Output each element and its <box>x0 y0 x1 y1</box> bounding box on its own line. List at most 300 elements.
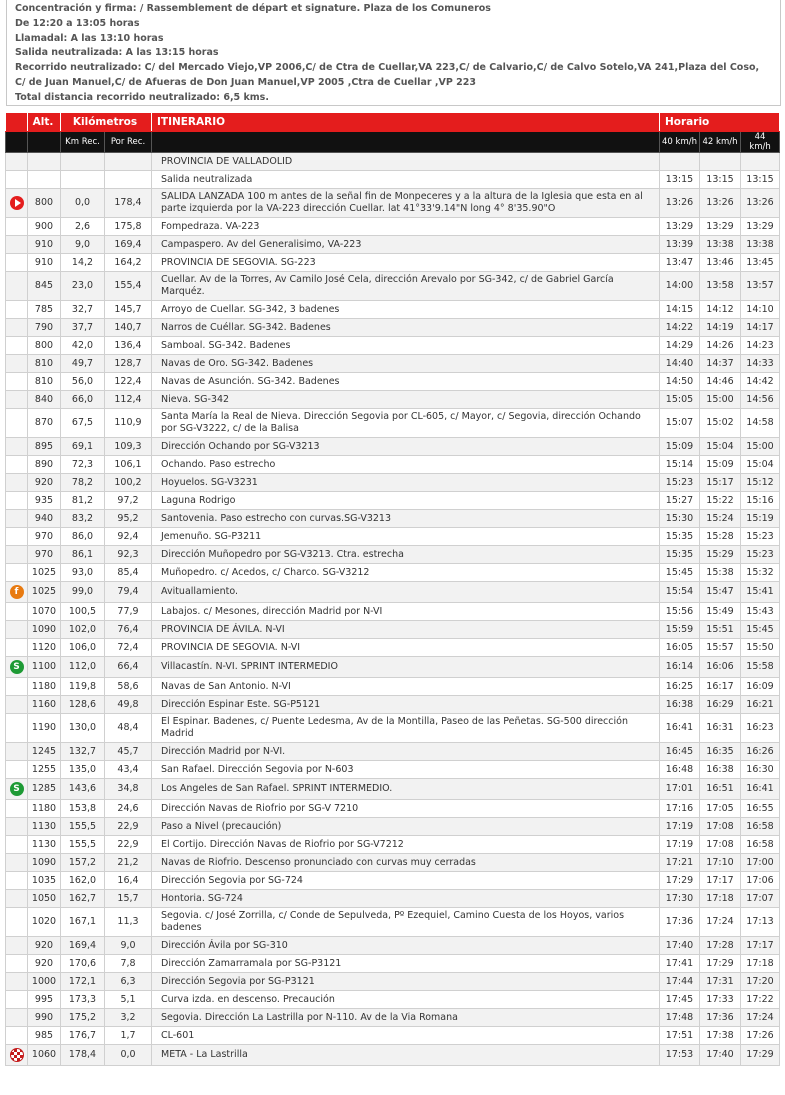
row-km-rec: 78,2 <box>61 474 105 492</box>
row-description: Paso a Nivel (precaución) <box>152 818 660 836</box>
table-row <box>6 1009 780 1027</box>
row-time-44: 14:42 <box>741 373 780 391</box>
row-km-rec: 23,0 <box>61 272 105 301</box>
row-por-rec: 34,8 <box>105 779 152 800</box>
row-time-42: 17:38 <box>700 1027 741 1045</box>
row-time-44: 17:26 <box>741 1027 780 1045</box>
row-km-rec: 2,6 <box>61 218 105 236</box>
row-time-42: 17:24 <box>700 908 741 937</box>
row-time-40: 17:01 <box>660 779 700 800</box>
row-por-rec: 11,3 <box>105 908 152 937</box>
row-time-40: 17:16 <box>660 800 700 818</box>
row-time-44: 17:07 <box>741 890 780 908</box>
row-altitude: 1090 <box>28 854 61 872</box>
row-icon <box>6 272 28 301</box>
row-km-rec: 155,5 <box>61 818 105 836</box>
row-icon <box>6 872 28 890</box>
table-row <box>6 872 780 890</box>
row-time-40: 13:29 <box>660 218 700 236</box>
row-altitude: 1000 <box>28 973 61 991</box>
row-icon <box>6 438 28 456</box>
table-row <box>6 890 780 908</box>
row-time-40: 15:14 <box>660 456 700 474</box>
row-time-42: 17:31 <box>700 973 741 991</box>
row-description: Jemenuño. SG-P3211 <box>152 528 660 546</box>
row-por-rec: 112,4 <box>105 391 152 409</box>
row-time-42: 15:04 <box>700 438 741 456</box>
row-description: Cuellar. Av de la Torres, Av Camilo José Cela, dirección Arevalo por SG-342, c/ de Gabriel García Marquéz. <box>152 272 660 301</box>
table-row <box>6 564 780 582</box>
row-por-rec: 22,9 <box>105 836 152 854</box>
row-km-rec: 0,0 <box>61 189 105 218</box>
row-time-42: 14:46 <box>700 373 741 391</box>
row-km-rec: 106,0 <box>61 639 105 657</box>
row-altitude: 970 <box>28 528 61 546</box>
row-time-44: 17:17 <box>741 937 780 955</box>
row-altitude: 1020 <box>28 908 61 937</box>
row-time-44: 13:38 <box>741 236 780 254</box>
row-time-44: 15:23 <box>741 528 780 546</box>
row-por-rec: 122,4 <box>105 373 152 391</box>
row-time-44 <box>741 153 780 171</box>
row-time-40: 17:21 <box>660 854 700 872</box>
row-km-rec: 99,0 <box>61 582 105 603</box>
row-time-42: 15:28 <box>700 528 741 546</box>
row-time-40: 16:41 <box>660 714 700 743</box>
row-description: Dirección Navas de Riofrio por SG-V 7210 <box>152 800 660 818</box>
row-km-rec <box>61 171 105 189</box>
row-icon <box>6 492 28 510</box>
row-km-rec: 128,6 <box>61 696 105 714</box>
row-km-rec: 175,2 <box>61 1009 105 1027</box>
row-por-rec <box>105 153 152 171</box>
header-kilometros: Kilómetros <box>61 113 152 132</box>
row-time-44: 17:00 <box>741 854 780 872</box>
sprint-icon: S <box>10 660 24 674</box>
row-altitude: 810 <box>28 355 61 373</box>
row-description: Villacastín. N-VI. SPRINT INTERMEDIO <box>152 657 660 678</box>
row-icon <box>6 696 28 714</box>
row-altitude: 1090 <box>28 621 61 639</box>
row-icon <box>6 153 28 171</box>
row-por-rec: 24,6 <box>105 800 152 818</box>
row-time-44: 14:17 <box>741 319 780 337</box>
row-altitude: 990 <box>28 1009 61 1027</box>
row-time-40: 17:19 <box>660 836 700 854</box>
row-time-44: 17:20 <box>741 973 780 991</box>
row-time-42: 16:06 <box>700 657 741 678</box>
table-row <box>6 818 780 836</box>
row-description: Arroyo de Cuellar. SG-342, 3 badenes <box>152 301 660 319</box>
row-description: Curva izda. en descenso. Precaución <box>152 991 660 1009</box>
row-km-rec: 170,6 <box>61 955 105 973</box>
row-km-rec: 9,0 <box>61 236 105 254</box>
row-time-44: 14:58 <box>741 409 780 438</box>
row-time-44: 15:50 <box>741 639 780 657</box>
row-por-rec: 43,4 <box>105 761 152 779</box>
row-description: Santovenia. Paso estrecho con curvas.SG-V3213 <box>152 510 660 528</box>
row-icon <box>6 991 28 1009</box>
row-por-rec: 77,9 <box>105 603 152 621</box>
row-time-42: 17:33 <box>700 991 741 1009</box>
row-time-42: 15:49 <box>700 603 741 621</box>
row-time-40: 16:05 <box>660 639 700 657</box>
row-por-rec: 164,2 <box>105 254 152 272</box>
row-time-40: 17:19 <box>660 818 700 836</box>
row-km-rec: 37,7 <box>61 319 105 337</box>
row-time-42: 16:51 <box>700 779 741 800</box>
row-time-42: 16:35 <box>700 743 741 761</box>
table-row <box>6 991 780 1009</box>
row-km-rec <box>61 153 105 171</box>
table-row <box>6 474 780 492</box>
row-por-rec: 21,2 <box>105 854 152 872</box>
row-time-42: 17:40 <box>700 1045 741 1066</box>
row-time-40: 14:40 <box>660 355 700 373</box>
row-por-rec: 15,7 <box>105 890 152 908</box>
row-icon <box>6 761 28 779</box>
row-time-44: 17:18 <box>741 955 780 973</box>
row-description: Narros de Cuéllar. SG-342. Badenes <box>152 319 660 337</box>
row-km-rec: 112,0 <box>61 657 105 678</box>
row-icon <box>6 189 28 218</box>
row-time-42: 15:09 <box>700 456 741 474</box>
row-km-rec: 93,0 <box>61 564 105 582</box>
row-por-rec: 66,4 <box>105 657 152 678</box>
row-time-44: 14:23 <box>741 337 780 355</box>
row-icon <box>6 171 28 189</box>
row-description: Hoyuelos. SG-V3231 <box>152 474 660 492</box>
row-description: SALIDA LANZADA 100 m antes de la señal fin de Monpeceres y a la altura de la Iglesia que esta en al parte izquierda por la VA-223 dirección Cuellar. lat 41°33'9.14"N long 4° 8'35.90"O <box>152 189 660 218</box>
row-km-rec: 130,0 <box>61 714 105 743</box>
row-icon <box>6 973 28 991</box>
row-icon <box>6 621 28 639</box>
row-km-rec: 83,2 <box>61 510 105 528</box>
row-km-rec: 167,1 <box>61 908 105 937</box>
row-altitude: 800 <box>28 189 61 218</box>
row-por-rec: 72,4 <box>105 639 152 657</box>
row-description: Nieva. SG-342 <box>152 391 660 409</box>
row-altitude: 995 <box>28 991 61 1009</box>
table-row <box>6 546 780 564</box>
row-time-42: 14:37 <box>700 355 741 373</box>
row-icon <box>6 603 28 621</box>
row-time-44: 16:21 <box>741 696 780 714</box>
row-time-44: 14:56 <box>741 391 780 409</box>
row-time-44: 15:45 <box>741 621 780 639</box>
row-por-rec: 110,9 <box>105 409 152 438</box>
row-icon <box>6 854 28 872</box>
row-description: Dirección Segovia por SG-P3121 <box>152 973 660 991</box>
row-time-40: 15:09 <box>660 438 700 456</box>
subheader-speed-40: 40 km/h <box>660 132 700 153</box>
row-description: CL-601 <box>152 1027 660 1045</box>
row-por-rec: 16,4 <box>105 872 152 890</box>
row-por-rec: 136,4 <box>105 337 152 355</box>
row-altitude: 970 <box>28 546 61 564</box>
row-time-42: 13:15 <box>700 171 741 189</box>
row-icon <box>6 474 28 492</box>
row-time-40: 17:40 <box>660 937 700 955</box>
row-altitude: 935 <box>28 492 61 510</box>
row-time-44: 15:32 <box>741 564 780 582</box>
row-description: Los Angeles de San Rafael. SPRINT INTERMEDIO. <box>152 779 660 800</box>
row-time-40: 16:45 <box>660 743 700 761</box>
row-altitude: 1130 <box>28 836 61 854</box>
row-km-rec: 178,4 <box>61 1045 105 1066</box>
row-altitude: 800 <box>28 337 61 355</box>
row-time-44: 13:26 <box>741 189 780 218</box>
row-por-rec: 7,8 <box>105 955 152 973</box>
row-icon <box>6 1009 28 1027</box>
row-altitude: 890 <box>28 456 61 474</box>
row-description: Dirección Madrid por N-VI. <box>152 743 660 761</box>
row-por-rec: 175,8 <box>105 218 152 236</box>
row-description: Segovia. Dirección La Lastrilla por N-110. Av de la Via Romana <box>152 1009 660 1027</box>
row-km-rec: 132,7 <box>61 743 105 761</box>
table-row <box>6 582 780 603</box>
row-icon <box>6 836 28 854</box>
table-row <box>6 800 780 818</box>
table-row <box>6 337 780 355</box>
row-time-42: 15:29 <box>700 546 741 564</box>
row-por-rec: 48,4 <box>105 714 152 743</box>
row-time-42: 16:31 <box>700 714 741 743</box>
row-time-42 <box>700 153 741 171</box>
row-time-42: 15:51 <box>700 621 741 639</box>
table-row <box>6 836 780 854</box>
route-info-panel <box>6 0 781 106</box>
row-description: Navas de San Antonio. N-VI <box>152 678 660 696</box>
row-description: PROVINCIA DE VALLADOLID <box>152 153 660 171</box>
row-time-44: 15:12 <box>741 474 780 492</box>
row-time-44: 16:26 <box>741 743 780 761</box>
row-time-40: 17:53 <box>660 1045 700 1066</box>
header-itinerario: ITINERARIO <box>152 113 660 132</box>
row-km-rec: 14,2 <box>61 254 105 272</box>
row-time-44: 16:55 <box>741 800 780 818</box>
row-icon <box>6 818 28 836</box>
row-description: El Cortijo. Dirección Navas de Riofrio por SG-V7212 <box>152 836 660 854</box>
table-row <box>6 153 780 171</box>
row-time-40: 15:45 <box>660 564 700 582</box>
itinerary-rows <box>6 153 780 1066</box>
row-description: Dirección Muñopedro por SG-V3213. Ctra. estrecha <box>152 546 660 564</box>
row-icon <box>6 510 28 528</box>
row-description: Samboal. SG-342. Badenes <box>152 337 660 355</box>
row-por-rec: 22,9 <box>105 818 152 836</box>
table-row <box>6 301 780 319</box>
row-por-rec <box>105 171 152 189</box>
row-description: PROVINCIA DE SEGOVIA. SG-223 <box>152 254 660 272</box>
row-description: Hontoria. SG-724 <box>152 890 660 908</box>
info-recorrido: Recorrido neutralizado: C/ del Mercado Viejo,VP 2006,C/ de Ctra de Cuellar,VA 223,C/ de Calvario,C/ de Calvo Sotelo,VA 241,Plaza del Coso, C/ de Juan Manuel,C/ de Afueras de Don Juan Manuel,VP 2005 ,Ctra de Cuellar ,VP 223 <box>15 62 760 88</box>
table-row <box>6 1027 780 1045</box>
row-description: Segovia. c/ José Zorrilla, c/ Conde de Sepulveda, Pº Ezequiel, Camino Cuesta de los Hoyos, varios badenes <box>152 908 660 937</box>
row-time-42: 17:17 <box>700 872 741 890</box>
row-altitude: 1070 <box>28 603 61 621</box>
row-time-40: 17:51 <box>660 1027 700 1045</box>
row-altitude: 1255 <box>28 761 61 779</box>
row-km-rec: 119,8 <box>61 678 105 696</box>
row-time-42: 14:12 <box>700 301 741 319</box>
row-por-rec: 3,2 <box>105 1009 152 1027</box>
row-time-40: 17:29 <box>660 872 700 890</box>
table-row <box>6 391 780 409</box>
row-time-44: 16:58 <box>741 836 780 854</box>
row-time-40: 15:54 <box>660 582 700 603</box>
row-time-40: 15:07 <box>660 409 700 438</box>
row-description: PROVINCIA DE SEGOVIA. N-VI <box>152 639 660 657</box>
row-description: Labajos. c/ Mesones, dirección Madrid por N-VI <box>152 603 660 621</box>
row-time-40: 17:30 <box>660 890 700 908</box>
row-altitude: 840 <box>28 391 61 409</box>
row-altitude: 900 <box>28 218 61 236</box>
row-por-rec: 100,2 <box>105 474 152 492</box>
row-description: Navas de Asunción. SG-342. Badenes <box>152 373 660 391</box>
subheader-km-rec: Km Rec. <box>61 132 105 153</box>
row-km-rec: 143,6 <box>61 779 105 800</box>
row-time-40: 17:48 <box>660 1009 700 1027</box>
row-description: META - La Lastrilla <box>152 1045 660 1066</box>
header-alt: Alt. <box>28 113 61 132</box>
row-time-40: 15:56 <box>660 603 700 621</box>
subheader-speed-44: 44 km/h <box>741 132 780 153</box>
table-row <box>6 779 780 800</box>
row-por-rec: 95,2 <box>105 510 152 528</box>
row-por-rec: 109,3 <box>105 438 152 456</box>
row-altitude: 920 <box>28 937 61 955</box>
subheader-speed-42: 42 km/h <box>700 132 741 153</box>
row-por-rec: 106,1 <box>105 456 152 474</box>
row-icon <box>6 456 28 474</box>
row-time-42: 17:36 <box>700 1009 741 1027</box>
row-time-42: 15:02 <box>700 409 741 438</box>
row-time-40: 15:30 <box>660 510 700 528</box>
info-total: Total distancia recorrido neutralizado: 6,5 kms. <box>15 91 269 103</box>
row-por-rec: 45,7 <box>105 743 152 761</box>
row-icon <box>6 657 28 678</box>
row-altitude: 1190 <box>28 714 61 743</box>
row-icon <box>6 218 28 236</box>
row-time-44: 14:10 <box>741 301 780 319</box>
table-row <box>6 908 780 937</box>
row-time-44: 17:29 <box>741 1045 780 1066</box>
row-time-44: 13:15 <box>741 171 780 189</box>
row-por-rec: 92,4 <box>105 528 152 546</box>
info-line: Llamadal: A las 13:10 horas <box>15 32 164 44</box>
row-altitude: 1035 <box>28 872 61 890</box>
table-row <box>6 937 780 955</box>
subheader-por-rec: Por Rec. <box>105 132 152 153</box>
row-time-40: 15:35 <box>660 528 700 546</box>
row-time-42: 15:00 <box>700 391 741 409</box>
table-row <box>6 456 780 474</box>
row-time-42: 13:58 <box>700 272 741 301</box>
row-time-44: 15:41 <box>741 582 780 603</box>
row-time-42: 17:08 <box>700 818 741 836</box>
row-icon <box>6 582 28 603</box>
row-time-42: 16:17 <box>700 678 741 696</box>
row-por-rec: 6,3 <box>105 973 152 991</box>
table-row <box>6 955 780 973</box>
table-row <box>6 272 780 301</box>
row-km-rec: 86,1 <box>61 546 105 564</box>
row-time-42: 17:08 <box>700 836 741 854</box>
row-time-40: 15:27 <box>660 492 700 510</box>
row-icon <box>6 639 28 657</box>
row-time-44: 17:13 <box>741 908 780 937</box>
row-altitude: 940 <box>28 510 61 528</box>
row-por-rec: 97,2 <box>105 492 152 510</box>
row-time-44: 16:09 <box>741 678 780 696</box>
row-time-40: 15:35 <box>660 546 700 564</box>
row-por-rec: 169,4 <box>105 236 152 254</box>
row-km-rec: 173,3 <box>61 991 105 1009</box>
table-row <box>6 1045 780 1066</box>
table-row <box>6 438 780 456</box>
row-time-44: 16:58 <box>741 818 780 836</box>
row-por-rec: 178,4 <box>105 189 152 218</box>
row-km-rec: 49,7 <box>61 355 105 373</box>
row-time-40: 16:14 <box>660 657 700 678</box>
row-time-40: 16:38 <box>660 696 700 714</box>
row-time-44: 17:06 <box>741 872 780 890</box>
row-por-rec: 49,8 <box>105 696 152 714</box>
row-por-rec: 79,4 <box>105 582 152 603</box>
row-time-44: 13:29 <box>741 218 780 236</box>
row-icon <box>6 779 28 800</box>
row-altitude: 985 <box>28 1027 61 1045</box>
row-por-rec: 9,0 <box>105 937 152 955</box>
info-line: Salida neutralizada: A las 13:15 horas <box>15 47 219 59</box>
row-por-rec: 92,3 <box>105 546 152 564</box>
row-km-rec: 172,1 <box>61 973 105 991</box>
row-time-44: 16:30 <box>741 761 780 779</box>
table-row <box>6 218 780 236</box>
row-icon <box>6 678 28 696</box>
row-description: Campaspero. Av del Generalisimo, VA-223 <box>152 236 660 254</box>
table-row <box>6 761 780 779</box>
row-time-44: 15:19 <box>741 510 780 528</box>
row-time-40: 17:41 <box>660 955 700 973</box>
row-time-42: 17:18 <box>700 890 741 908</box>
info-line: Concentración y firma: / Rassemblement de départ et signature. Plaza de los Comuneros <box>15 3 491 14</box>
row-altitude: 1180 <box>28 678 61 696</box>
row-altitude: 1245 <box>28 743 61 761</box>
row-altitude: 1050 <box>28 890 61 908</box>
row-km-rec: 67,5 <box>61 409 105 438</box>
row-por-rec: 128,7 <box>105 355 152 373</box>
row-km-rec: 72,3 <box>61 456 105 474</box>
row-time-40: 14:29 <box>660 337 700 355</box>
row-icon <box>6 955 28 973</box>
row-por-rec: 0,0 <box>105 1045 152 1066</box>
row-icon <box>6 409 28 438</box>
row-por-rec: 155,4 <box>105 272 152 301</box>
row-description: El Espinar. Badenes, c/ Puente Ledesma, Av de la Montilla, Paseo de las Peñetas. SG-500 dirección Madrid <box>152 714 660 743</box>
row-time-40: 15:59 <box>660 621 700 639</box>
row-time-42: 13:46 <box>700 254 741 272</box>
row-description: Navas de Riofrio. Descenso pronunciado con curvas muy cerradas <box>152 854 660 872</box>
row-km-rec: 32,7 <box>61 301 105 319</box>
table-row <box>6 696 780 714</box>
finish-flag-icon <box>10 1048 24 1062</box>
row-time-42: 15:22 <box>700 492 741 510</box>
row-description: Salida neutralizada <box>152 171 660 189</box>
row-time-42: 13:38 <box>700 236 741 254</box>
row-time-42: 13:26 <box>700 189 741 218</box>
